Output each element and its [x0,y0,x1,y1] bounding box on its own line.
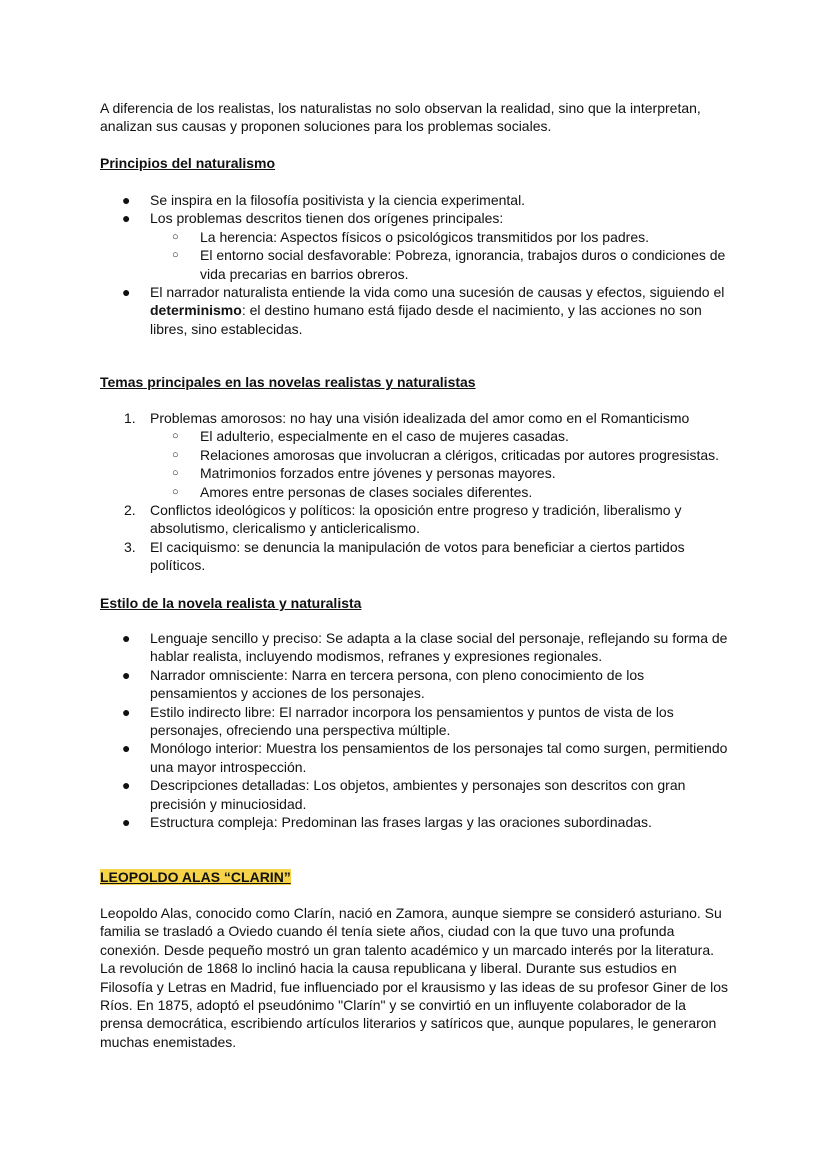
item-text: La herencia: Aspectos físicos o psicológicos transmitidos por los padres. [200,228,650,245]
heading-estilo: Estilo de la novela realista y naturalista [100,595,362,611]
list-item [100,538,730,575]
item-text: Descripciones detalladas: Los objetos, ambientes y personajes son descritos con gran precisión y minuciosidad. [150,777,686,812]
item-text: Conflictos ideológicos y políticos: la oposición entre progreso y tradición, liberalismo y absolutismo, clericalismo y anticlericalismo. [150,502,682,537]
estilo-list [100,629,730,831]
circle-bullet-icon: ○ [172,485,179,498]
bullet-icon: ● [122,210,131,227]
item-text: El adulterio, especialmente en el caso de mujeres casadas. [200,428,569,445]
list-item [100,776,730,813]
bullet-icon: ● [122,777,131,794]
item-text: Monólogo interior: Muestra los pensamientos de los personajes tal como surgen, permitiendo una mayor introspección. [150,740,728,775]
bullet-icon: ● [122,630,131,646]
item-text: Se inspira en la filosofía positivista y la ciencia experimental. [150,192,526,208]
list-item [100,813,730,831]
bullet-icon: ● [122,284,131,301]
item-text: Narrador omnisciente: Narra en tercera persona, con pleno conocimiento de los pensamientos y acciones de los personajes. [150,666,645,702]
list-item [100,283,730,338]
item-text: El narrador naturalista entiende la vida como una sucesión de causas y efectos, siguiendo el [150,284,725,301]
list-item [100,666,730,703]
item-text: Matrimonios forzados entre jóvenes y personas mayores. [200,465,556,482]
list-item [100,191,730,209]
sub-list-item [100,464,730,482]
bullet-icon: ● [122,703,131,720]
item-text: Lenguaje sencillo y preciso: Se adapta a la clase social del personaje, reflejando su forma de hablar realista, incluyendo modismos, refranes y expresiones regionales. [150,630,728,665]
bullet-icon: ● [122,666,131,683]
sub-list-item [100,483,730,501]
sub-list-item [100,446,730,464]
bold-term: determinismo [150,302,242,319]
item-text: El caciquismo: se denuncia la manipulación de votos para beneficiar a ciertos partidos políticos. [150,538,685,574]
list-item [100,629,730,666]
item-text: Problemas amorosos: no hay una visión idealizada del amor como en el Romanticismo [150,410,690,426]
list-item [100,209,730,227]
number-marker: 1. [124,410,136,426]
list-item [100,739,730,776]
item-text: El entorno social desfavorable: Pobreza, ignorancia, trabajos duros o condiciones de vida precarias en barrios obreros. [200,247,726,282]
item-text: Los problemas descritos tienen dos orígenes principales: [150,210,504,227]
sub-list-item [100,228,730,246]
list-item [100,703,730,740]
temas-list [100,409,730,575]
sub-list-item [100,246,730,283]
number-marker: 3. [124,538,136,555]
circle-bullet-icon: ○ [172,467,179,480]
circle-bullet-icon: ○ [172,249,179,262]
item-text: Relaciones amorosas que involucran a clérigos, criticadas por autores progresistas. [200,446,720,463]
heading-clarin: LEOPOLDO ALAS “CLARIN” [100,869,291,885]
item-text: Amores entre personas de clases sociales diferentes. [200,483,533,500]
heading-principios: Principios del naturalismo [100,155,276,171]
list-item [100,501,730,538]
sub-list-item [100,427,730,445]
clarin-paragraph: Leopoldo Alas, conocido como Clarín, nació en Zamora, aunque siempre se consideró asturiano. Su familia se trasladó a Oviedo cuando él tenía siete años, ciudad con la que tuvo una profunda conexión. Desde pequeño mostró un gran talento académico y un marcado interés por la literatura. La revolución de 1868 lo inclinó hacia la causa republicana y liberal. Durante sus estudios en Filosofía y Letras en Madrid, fue influenciado por el krausismo y las ideas de su profesor Giner de los Ríos. En 1875, adoptó el pseudónimo "Clarín" y se convirtió en un influyente colaborador de la prensa democrática, escribiendo artículos literarios y satíricos que, aunque populares, le generaron muchas enemistades. [100,905,728,1050]
heading-temas: Temas principales en las novelas realistas y naturalistas [100,374,476,390]
circle-bullet-icon: ○ [172,430,179,443]
number-marker: 2. [124,502,136,519]
item-text: : el destino humano está fijado desde el nacimiento, y las acciones no son libres, sino establecidas. [150,302,702,337]
bullet-icon: ● [122,192,131,208]
bullet-icon: ● [122,740,131,757]
circle-bullet-icon: ○ [172,448,179,461]
item-text: Estructura compleja: Predominan las frases largas y las oraciones subordinadas. [150,814,652,831]
intro-paragraph: A diferencia de los realistas, los naturalistas no solo observan la realidad, sino que la interpretan, analizan sus causas y proponen soluciones para los problemas sociales. [100,100,701,135]
bullet-icon: ● [122,814,131,831]
principios-list [100,191,730,338]
circle-bullet-icon: ○ [172,230,179,243]
heading-clarin-wrap [100,868,730,886]
list-item [100,409,730,427]
item-text: Estilo indirecto libre: El narrador incorpora los pensamientos y puntos de vista de los personajes, ofreciendo una perspectiva múltiple. [150,703,674,739]
